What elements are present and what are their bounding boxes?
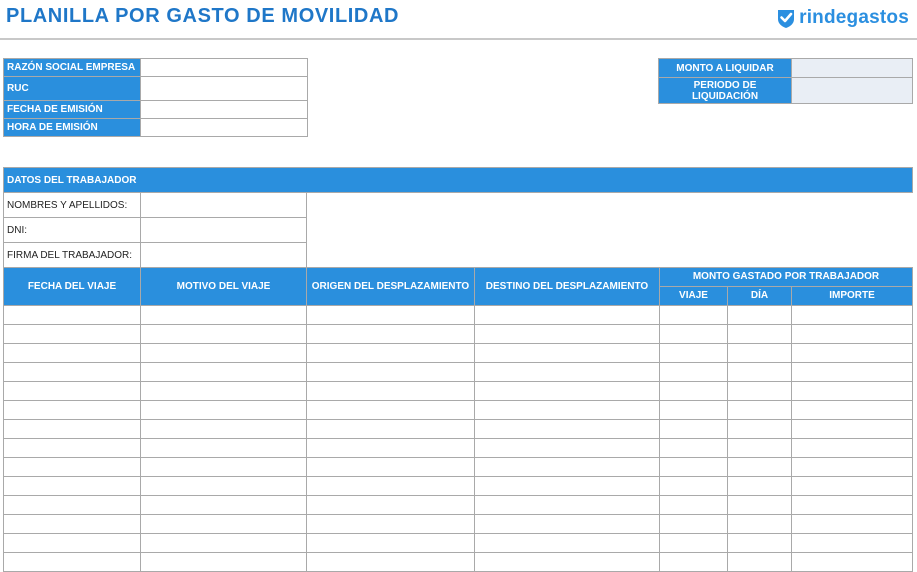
- cell-origen[interactable]: [307, 420, 475, 439]
- col-importe: IMPORTE: [792, 287, 913, 306]
- cell-destino[interactable]: [475, 515, 660, 534]
- table-row: [4, 477, 913, 496]
- cell-origen[interactable]: [307, 439, 475, 458]
- cell-viaje[interactable]: [660, 496, 728, 515]
- table-row: [4, 344, 913, 363]
- monto-liquidar-field[interactable]: [792, 59, 913, 78]
- col-origen: ORIGEN DEL DESPLAZAMIENTO: [307, 268, 475, 306]
- col-destino: DESTINO DEL DESPLAZAMIENTO: [475, 268, 660, 306]
- company-row: [4, 77, 308, 101]
- cell-destino[interactable]: [475, 439, 660, 458]
- cell-origen[interactable]: [307, 534, 475, 553]
- liquidation-row: [659, 59, 913, 78]
- table-row: [4, 420, 913, 439]
- cell-dia[interactable]: [728, 496, 792, 515]
- table-row: [4, 553, 913, 572]
- nombres-field[interactable]: [141, 193, 307, 218]
- cell-origen[interactable]: [307, 401, 475, 420]
- col-viaje: VIAJE: [660, 287, 728, 306]
- cell-viaje[interactable]: [660, 344, 728, 363]
- cell-motivo[interactable]: [141, 515, 307, 534]
- table-row: [4, 363, 913, 382]
- cell-importe[interactable]: [792, 458, 913, 477]
- table-row: [4, 306, 913, 325]
- cell-destino[interactable]: [475, 534, 660, 553]
- blank-area: [307, 193, 913, 268]
- cell-motivo[interactable]: [141, 344, 307, 363]
- check-shield-icon: [776, 7, 796, 29]
- cell-origen[interactable]: [307, 477, 475, 496]
- cell-destino[interactable]: [475, 496, 660, 515]
- cell-dia[interactable]: [728, 553, 792, 572]
- cell-importe[interactable]: [792, 401, 913, 420]
- cell-importe[interactable]: [792, 496, 913, 515]
- cell-dia[interactable]: [728, 477, 792, 496]
- table-row: [4, 382, 913, 401]
- cell-origen[interactable]: [307, 515, 475, 534]
- cell-destino[interactable]: [475, 382, 660, 401]
- cell-viaje[interactable]: [660, 325, 728, 344]
- periodo-liquidacion-label: PERIODO DE LIQUIDACIÓN: [659, 78, 792, 104]
- razon-social-label: RAZÓN SOCIAL EMPRESA: [4, 59, 141, 77]
- cell-dia[interactable]: [728, 306, 792, 325]
- cell-origen[interactable]: [307, 382, 475, 401]
- cell-dia[interactable]: [728, 363, 792, 382]
- cell-viaje[interactable]: [660, 439, 728, 458]
- worker-section-title: DATOS DEL TRABAJADOR: [4, 168, 913, 193]
- page-title: PLANILLA POR GASTO DE MOVILIDAD: [6, 5, 400, 27]
- cell-importe[interactable]: [792, 534, 913, 553]
- cell-origen[interactable]: [307, 344, 475, 363]
- cell-importe[interactable]: [792, 515, 913, 534]
- table-row: [4, 515, 913, 534]
- col-monto-group: MONTO GASTADO POR TRABAJADOR: [660, 268, 913, 287]
- cell-destino[interactable]: [475, 420, 660, 439]
- cell-fecha[interactable]: [4, 382, 141, 401]
- cell-motivo[interactable]: [141, 363, 307, 382]
- table-row: [4, 439, 913, 458]
- cell-motivo[interactable]: [141, 496, 307, 515]
- cell-viaje[interactable]: [660, 401, 728, 420]
- cell-motivo[interactable]: [141, 439, 307, 458]
- cell-fecha[interactable]: [4, 401, 141, 420]
- fecha-emision-label: FECHA DE EMISIÓN: [4, 101, 141, 119]
- cell-motivo[interactable]: [141, 306, 307, 325]
- periodo-liquidacion-field[interactable]: [792, 78, 913, 104]
- cell-importe[interactable]: [792, 363, 913, 382]
- table-row: [4, 496, 913, 515]
- cell-viaje[interactable]: [660, 306, 728, 325]
- cell-fecha[interactable]: [4, 458, 141, 477]
- cell-viaje[interactable]: [660, 553, 728, 572]
- cell-motivo[interactable]: [141, 382, 307, 401]
- hora-emision-label: HORA DE EMISIÓN: [4, 119, 141, 137]
- cell-viaje[interactable]: [660, 382, 728, 401]
- cell-destino[interactable]: [475, 477, 660, 496]
- expense-table: [3, 167, 913, 572]
- cell-destino[interactable]: [475, 363, 660, 382]
- worker-section-header: [4, 168, 913, 193]
- cell-fecha[interactable]: [4, 306, 141, 325]
- cell-fecha[interactable]: [4, 344, 141, 363]
- cell-dia[interactable]: [728, 420, 792, 439]
- cell-importe[interactable]: [792, 382, 913, 401]
- cell-dia[interactable]: [728, 534, 792, 553]
- cell-motivo[interactable]: [141, 420, 307, 439]
- cell-importe[interactable]: [792, 439, 913, 458]
- cell-fecha[interactable]: [4, 363, 141, 382]
- liquidation-row: [659, 78, 913, 104]
- cell-viaje[interactable]: [660, 534, 728, 553]
- cell-fecha[interactable]: [4, 534, 141, 553]
- col-dia: DÍA: [728, 287, 792, 306]
- company-row: [4, 59, 308, 77]
- cell-viaje[interactable]: [660, 363, 728, 382]
- company-info-table: [3, 58, 308, 137]
- cell-fecha[interactable]: [4, 325, 141, 344]
- razon-social-field[interactable]: [141, 59, 308, 77]
- cell-origen[interactable]: [307, 458, 475, 477]
- cell-dia[interactable]: [728, 344, 792, 363]
- cell-origen[interactable]: [307, 363, 475, 382]
- table-row: [4, 325, 913, 344]
- company-row: [4, 101, 308, 119]
- company-row: [4, 119, 308, 137]
- page-header: [0, 0, 917, 40]
- ruc-field[interactable]: [141, 77, 308, 101]
- cell-motivo[interactable]: [141, 534, 307, 553]
- cell-origen[interactable]: [307, 306, 475, 325]
- cell-origen[interactable]: [307, 325, 475, 344]
- cell-viaje[interactable]: [660, 477, 728, 496]
- table-row: [4, 458, 913, 477]
- expense-rows: [4, 306, 913, 572]
- cell-fecha[interactable]: [4, 439, 141, 458]
- table-row: [4, 401, 913, 420]
- cell-importe[interactable]: [792, 325, 913, 344]
- cell-motivo[interactable]: [141, 325, 307, 344]
- cell-importe[interactable]: [792, 553, 913, 572]
- cell-dia[interactable]: [728, 382, 792, 401]
- liquidation-table: [658, 58, 913, 104]
- cell-fecha[interactable]: [4, 515, 141, 534]
- firma-label: FIRMA DEL TRABAJADOR:: [4, 243, 141, 268]
- cell-destino[interactable]: [475, 325, 660, 344]
- cell-destino[interactable]: [475, 458, 660, 477]
- hora-emision-field[interactable]: [141, 119, 308, 137]
- col-motivo-viaje: MOTIVO DEL VIAJE: [141, 268, 307, 306]
- cell-fecha[interactable]: [4, 553, 141, 572]
- ruc-label: RUC: [4, 77, 141, 101]
- cell-dia[interactable]: [728, 515, 792, 534]
- table-row: [4, 534, 913, 553]
- cell-destino[interactable]: [475, 401, 660, 420]
- cell-motivo[interactable]: [141, 458, 307, 477]
- firma-field[interactable]: [141, 243, 307, 268]
- cell-motivo[interactable]: [141, 401, 307, 420]
- cell-importe[interactable]: [792, 420, 913, 439]
- brand-logo: [776, 6, 909, 30]
- worker-row: [4, 193, 913, 218]
- cell-dia[interactable]: [728, 401, 792, 420]
- col-fecha-viaje: FECHA DEL VIAJE: [4, 268, 141, 306]
- cell-importe[interactable]: [792, 306, 913, 325]
- cell-destino[interactable]: [475, 553, 660, 572]
- fecha-emision-field[interactable]: [141, 101, 308, 119]
- cell-destino[interactable]: [475, 306, 660, 325]
- cell-destino[interactable]: [475, 344, 660, 363]
- cell-dia[interactable]: [728, 439, 792, 458]
- dni-label: DNI:: [4, 218, 141, 243]
- cell-importe[interactable]: [792, 344, 913, 363]
- column-header-row: [4, 268, 913, 287]
- cell-fecha[interactable]: [4, 477, 141, 496]
- logo-text: rindegastos: [799, 7, 909, 28]
- cell-fecha[interactable]: [4, 420, 141, 439]
- cell-viaje[interactable]: [660, 515, 728, 534]
- cell-viaje[interactable]: [660, 458, 728, 477]
- cell-dia[interactable]: [728, 458, 792, 477]
- cell-motivo[interactable]: [141, 477, 307, 496]
- cell-origen[interactable]: [307, 496, 475, 515]
- dni-field[interactable]: [141, 218, 307, 243]
- cell-viaje[interactable]: [660, 420, 728, 439]
- cell-dia[interactable]: [728, 325, 792, 344]
- cell-origen[interactable]: [307, 553, 475, 572]
- cell-motivo[interactable]: [141, 553, 307, 572]
- cell-fecha[interactable]: [4, 496, 141, 515]
- nombres-label: NOMBRES Y APELLIDOS:: [4, 193, 141, 218]
- monto-liquidar-label: MONTO A LIQUIDAR: [659, 59, 792, 78]
- cell-importe[interactable]: [792, 477, 913, 496]
